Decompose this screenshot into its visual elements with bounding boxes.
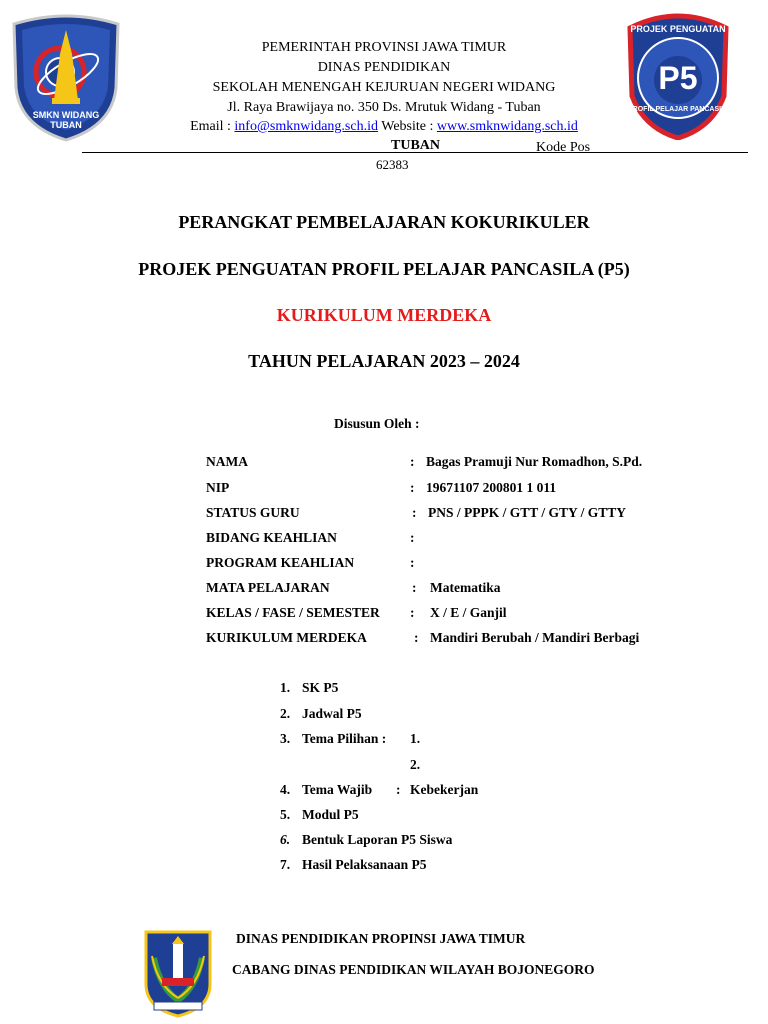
list-value: Kebekerjan <box>410 782 479 797</box>
header-line-1: PEMERINTAH PROVINSI JAWA TIMUR <box>261 40 507 55</box>
header-address: Jl. Raya Brawijaya no. 350 Ds. Mrutuk Widang - Tuban <box>227 100 541 115</box>
website-label: Website : <box>381 119 434 134</box>
list-item <box>280 832 453 848</box>
email-link[interactable]: info@smknwidang.sch.id <box>234 119 378 134</box>
list-text: Jadwal P5 <box>302 706 362 721</box>
list-sub-number: 2. <box>410 757 421 772</box>
list-item <box>280 680 339 696</box>
list-number: 7. <box>280 857 291 872</box>
identity-colon: : <box>410 555 415 570</box>
title-projek: PROJEK PENGUATAN PROFIL PELAJAR PANCASILA (P5) <box>138 259 630 279</box>
list-number: 5. <box>280 807 291 822</box>
list-number: 4. <box>280 782 291 797</box>
header-contacts <box>124 117 644 137</box>
list-item <box>280 706 362 722</box>
list-sub-item <box>410 757 420 773</box>
list-number: 1. <box>280 680 291 695</box>
p5-logo-arc-bottom: PROFIL PELAJAR PANCASILA <box>628 106 731 113</box>
header-line-2: DINAS PENDIDIKAN <box>317 60 451 75</box>
identity-colon: : <box>410 454 415 469</box>
list-sub-number: 1. <box>410 731 421 746</box>
email-label: Email : <box>190 119 231 134</box>
identity-colon: : <box>410 605 415 620</box>
identity-label: BIDANG KEAHLIAN <box>206 530 337 545</box>
identity-colon: : <box>412 580 417 595</box>
identity-value: X / E / Ganjil <box>430 605 507 620</box>
list-text: Tema Wajib <box>302 782 373 797</box>
identity-colon: : <box>414 630 419 645</box>
identity-value: 19671107 200801 1 011 <box>426 480 557 495</box>
disusun-oleh: Disusun Oleh : <box>334 416 420 431</box>
identity-label: PROGRAM KEAHLIAN <box>206 555 355 570</box>
list-item <box>280 782 479 798</box>
footer-line-2: CABANG DINAS PENDIDIKAN WILAYAH BOJONEGORO <box>232 962 595 977</box>
header-kode-pos: 62383 <box>376 157 409 172</box>
title-tahun: TAHUN PELAJARAN 2023 – 2024 <box>248 351 520 371</box>
list-item <box>280 807 359 823</box>
title-perangkat: PERANGKAT PEMBELAJARAN KOKURIKULER <box>178 212 590 232</box>
smkn-widang-logo <box>8 14 124 142</box>
identity-colon: : <box>412 505 417 520</box>
identity-value: Bagas Pramuji Nur Romadhon, S.Pd. <box>426 454 643 469</box>
website-link[interactable]: www.smknwidang.sch.id <box>436 119 578 134</box>
list-number: 6. <box>280 832 291 847</box>
identity-colon: : <box>410 530 415 545</box>
header-kode-pos-label: Kode Pos <box>536 140 591 155</box>
header-city: TUBAN <box>391 138 441 153</box>
list-text: SK P5 <box>302 680 339 695</box>
identity-value: PNS / PPPK / GTT / GTY / GTTY <box>428 505 627 520</box>
footer-line-1: DINAS PENDIDIKAN PROPINSI JAWA TIMUR <box>236 931 526 946</box>
list-colon: : <box>396 782 401 797</box>
list-number: 2. <box>280 706 291 721</box>
identity-value: Matematika <box>430 580 501 595</box>
identity-label: MATA PELAJARAN <box>206 580 330 595</box>
list-number: 3. <box>280 731 291 746</box>
title-kurikulum: KURIKULUM MERDEKA <box>276 305 492 325</box>
list-text: Tema Pilihan : <box>302 731 387 746</box>
logo-school-name: SMKN WIDANG TUBAN <box>32 110 100 130</box>
p5-logo-center: P5 <box>658 60 698 96</box>
identity-label: NIP <box>206 480 230 495</box>
p5-logo-arc-top: PROJEK PENGUATAN <box>630 24 726 34</box>
list-item <box>280 857 427 873</box>
identity-label: KURIKULUM MERDEKA <box>206 630 367 645</box>
jatim-emblem <box>140 928 216 1018</box>
list-text: Bentuk Laporan P5 Siswa <box>302 832 453 847</box>
identity-value: Mandiri Berubah / Mandiri Berbagi <box>430 630 640 645</box>
list-text: Modul P5 <box>302 807 359 822</box>
identity-label: KELAS / FASE / SEMESTER <box>206 605 380 620</box>
identity-label: NAMA <box>206 454 248 469</box>
header-line-3: SEKOLAH MENENGAH KEJURUAN NEGERI WIDANG <box>212 80 556 95</box>
header-divider <box>82 152 748 153</box>
identity-colon: : <box>410 480 415 495</box>
identity-label: STATUS GURU <box>206 505 300 520</box>
list-item <box>280 731 421 747</box>
list-text: Hasil Pelaksanaan P5 <box>302 857 427 872</box>
